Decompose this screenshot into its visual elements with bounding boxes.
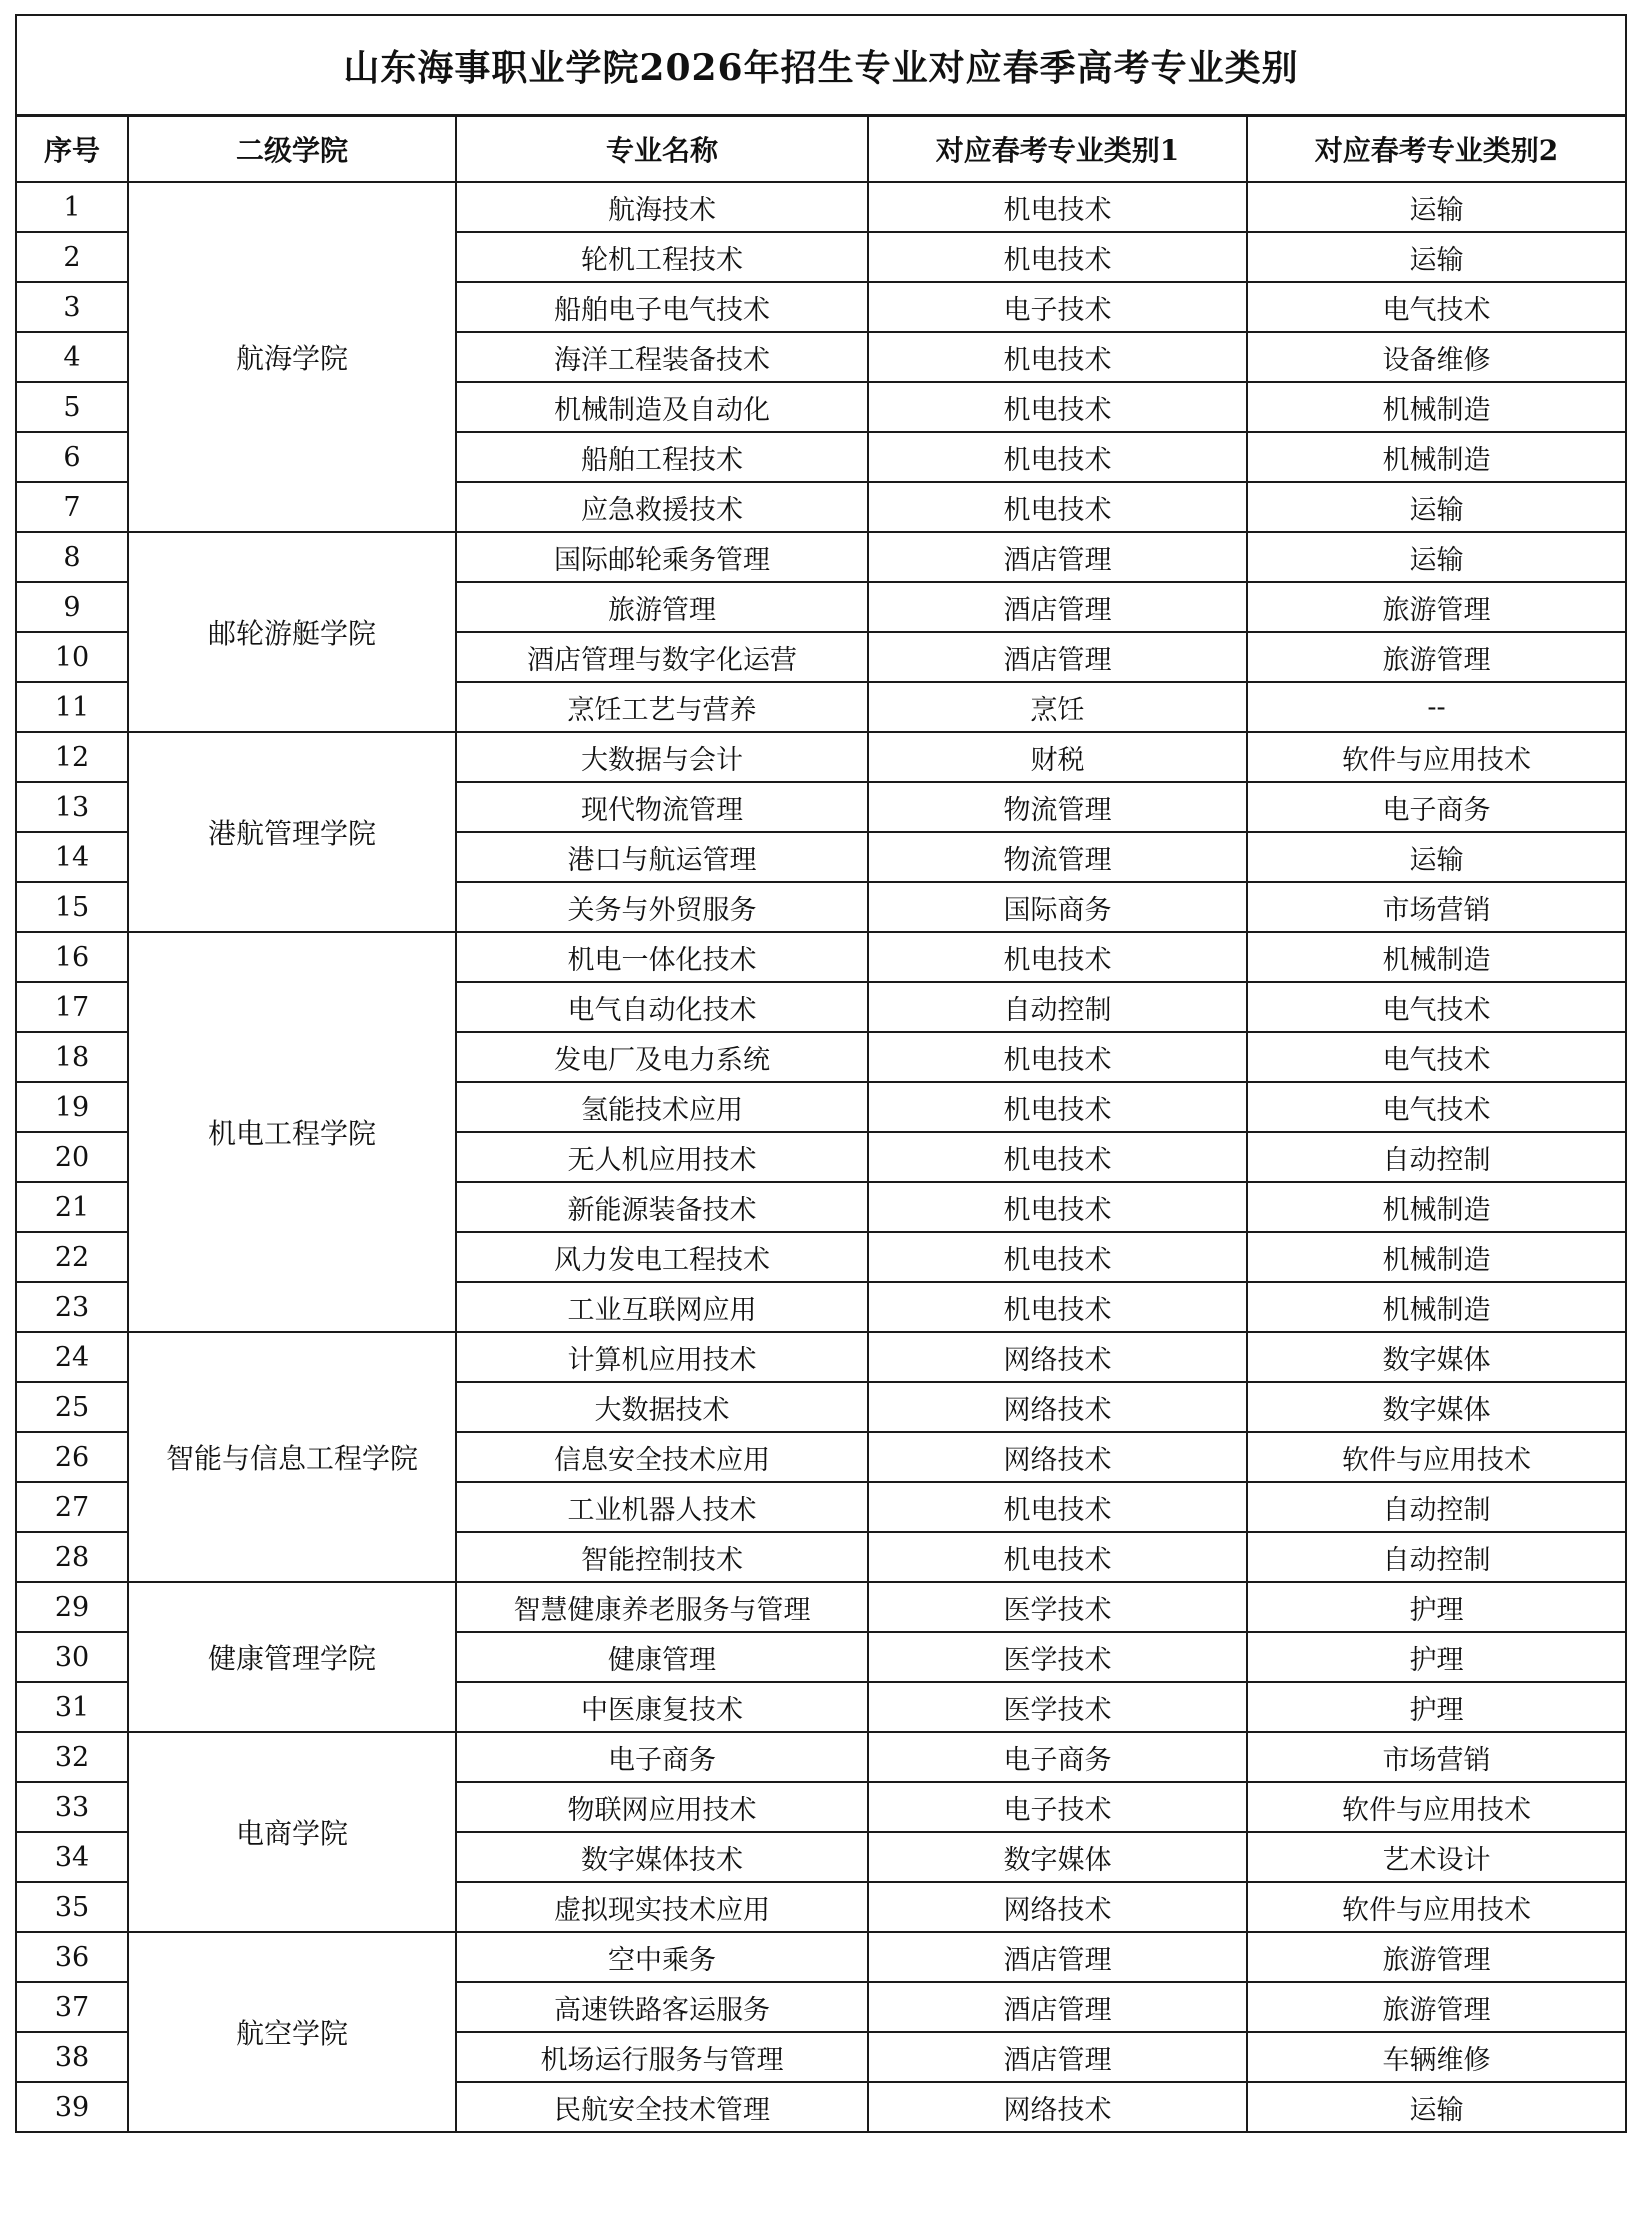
category-2-cell: 市场营销 [1247,882,1626,932]
category-1-cell: 自动控制 [868,982,1247,1032]
serial-number-cell: 10 [16,632,128,682]
category-2-cell: 运输 [1247,532,1626,582]
category-2-cell: 旅游管理 [1247,1932,1626,1982]
category-1-cell: 机电技术 [868,432,1247,482]
major-name-cell: 关务与外贸服务 [456,882,868,932]
college-cell: 智能与信息工程学院 [128,1332,456,1582]
category-1-cell: 机电技术 [868,1482,1247,1532]
major-name-cell: 大数据与会计 [456,732,868,782]
category-2-cell: 自动控制 [1247,1132,1626,1182]
major-name-cell: 港口与航运管理 [456,832,868,882]
category-2-cell: 机械制造 [1247,1282,1626,1332]
table-row [16,532,1626,582]
major-name-cell: 电气自动化技术 [456,982,868,1032]
category-2-cell: 运输 [1247,2082,1626,2132]
serial-number-cell: 31 [16,1682,128,1732]
major-name-cell: 机电一体化技术 [456,932,868,982]
category-1-cell: 网络技术 [868,1332,1247,1382]
category-2-cell: 软件与应用技术 [1247,732,1626,782]
category-1-cell: 机电技术 [868,1132,1247,1182]
serial-number-cell: 20 [16,1132,128,1182]
category-2-cell: 运输 [1247,832,1626,882]
category-2-cell: 自动控制 [1247,1532,1626,1582]
major-name-cell: 烹饪工艺与营养 [456,682,868,732]
serial-number-cell: 7 [16,482,128,532]
major-name-cell: 大数据技术 [456,1382,868,1432]
category-1-cell: 机电技术 [868,1532,1247,1582]
table-row [16,932,1626,982]
table-row [16,1732,1626,1782]
table-body [16,182,1626,2132]
category-2-cell: 数字媒体 [1247,1382,1626,1432]
major-name-cell: 智慧健康养老服务与管理 [456,1582,868,1632]
college-cell: 健康管理学院 [128,1582,456,1732]
serial-number-cell: 14 [16,832,128,882]
category-2-cell: 运输 [1247,182,1626,232]
major-name-cell: 现代物流管理 [456,782,868,832]
category-2-cell: 机械制造 [1247,1182,1626,1232]
major-name-cell: 民航安全技术管理 [456,2082,868,2132]
category-2-cell: 车辆维修 [1247,2032,1626,2082]
category-1-cell: 网络技术 [868,1882,1247,1932]
major-name-cell: 机械制造及自动化 [456,382,868,432]
category-1-cell: 机电技术 [868,1032,1247,1082]
serial-number-cell: 17 [16,982,128,1032]
category-1-cell: 网络技术 [868,2082,1247,2132]
major-name-cell: 高速铁路客运服务 [456,1982,868,2032]
enrollment-table [15,14,1627,2133]
major-name-cell: 氢能技术应用 [456,1082,868,1132]
category-2-cell: 运输 [1247,482,1626,532]
header-college: 二级学院 [128,116,456,183]
category-2-cell: 自动控制 [1247,1482,1626,1532]
serial-number-cell: 24 [16,1332,128,1382]
serial-number-cell: 8 [16,532,128,582]
major-name-cell: 中医康复技术 [456,1682,868,1732]
serial-number-cell: 35 [16,1882,128,1932]
serial-number-cell: 11 [16,682,128,732]
serial-number-cell: 28 [16,1532,128,1582]
major-name-cell: 虚拟现实技术应用 [456,1882,868,1932]
table-row [16,732,1626,782]
category-2-cell: 数字媒体 [1247,1332,1626,1382]
header-category-1: 对应春考专业类别1 [868,116,1247,183]
major-name-cell: 健康管理 [456,1632,868,1682]
header-serial-number: 序号 [16,116,128,183]
major-name-cell: 物联网应用技术 [456,1782,868,1832]
category-1-cell: 机电技术 [868,232,1247,282]
category-1-cell: 机电技术 [868,1282,1247,1332]
major-name-cell: 船舶工程技术 [456,432,868,482]
serial-number-cell: 12 [16,732,128,782]
major-name-cell: 新能源装备技术 [456,1182,868,1232]
major-name-cell: 轮机工程技术 [456,232,868,282]
major-name-cell: 应急救援技术 [456,482,868,532]
major-name-cell: 船舶电子电气技术 [456,282,868,332]
major-name-cell: 海洋工程装备技术 [456,332,868,382]
category-1-cell: 酒店管理 [868,2032,1247,2082]
serial-number-cell: 29 [16,1582,128,1632]
category-1-cell: 机电技术 [868,482,1247,532]
major-name-cell: 信息安全技术应用 [456,1432,868,1482]
category-1-cell: 物流管理 [868,782,1247,832]
category-2-cell: 机械制造 [1247,382,1626,432]
category-1-cell: 网络技术 [868,1432,1247,1482]
category-2-cell: 机械制造 [1247,932,1626,982]
category-2-cell: 护理 [1247,1582,1626,1632]
category-2-cell: 软件与应用技术 [1247,1432,1626,1482]
category-1-cell: 物流管理 [868,832,1247,882]
serial-number-cell: 27 [16,1482,128,1532]
category-2-cell: 市场营销 [1247,1732,1626,1782]
serial-number-cell: 22 [16,1232,128,1282]
major-name-cell: 工业机器人技术 [456,1482,868,1532]
serial-number-cell: 3 [16,282,128,332]
category-2-cell: 机械制造 [1247,1232,1626,1282]
category-2-cell: 运输 [1247,232,1626,282]
category-1-cell: 酒店管理 [868,582,1247,632]
category-1-cell: 电子技术 [868,282,1247,332]
serial-number-cell: 15 [16,882,128,932]
category-1-cell: 医学技术 [868,1682,1247,1732]
serial-number-cell: 19 [16,1082,128,1132]
category-2-cell: 电气技术 [1247,1032,1626,1082]
category-1-cell: 机电技术 [868,932,1247,982]
category-2-cell: 电子商务 [1247,782,1626,832]
serial-number-cell: 34 [16,1832,128,1882]
category-2-cell: 护理 [1247,1682,1626,1732]
category-2-cell: -- [1247,682,1626,732]
major-name-cell: 风力发电工程技术 [456,1232,868,1282]
college-cell: 邮轮游艇学院 [128,532,456,732]
major-name-cell: 酒店管理与数字化运营 [456,632,868,682]
serial-number-cell: 23 [16,1282,128,1332]
college-cell: 港航管理学院 [128,732,456,932]
serial-number-cell: 36 [16,1932,128,1982]
header-row [16,116,1626,183]
serial-number-cell: 6 [16,432,128,482]
major-name-cell: 旅游管理 [456,582,868,632]
college-cell: 航空学院 [128,1932,456,2132]
category-1-cell: 机电技术 [868,332,1247,382]
serial-number-cell: 38 [16,2032,128,2082]
category-2-cell: 电气技术 [1247,982,1626,1032]
category-1-cell: 机电技术 [868,1082,1247,1132]
header-category-2: 对应春考专业类别2 [1247,116,1626,183]
table-row [16,1932,1626,1982]
major-name-cell: 计算机应用技术 [456,1332,868,1382]
category-1-cell: 电子技术 [868,1782,1247,1832]
major-name-cell: 发电厂及电力系统 [456,1032,868,1082]
category-2-cell: 机械制造 [1247,432,1626,482]
header-major-name: 专业名称 [456,116,868,183]
table-row [16,182,1626,232]
serial-number-cell: 25 [16,1382,128,1432]
category-1-cell: 医学技术 [868,1582,1247,1632]
serial-number-cell: 33 [16,1782,128,1832]
major-name-cell: 机场运行服务与管理 [456,2032,868,2082]
category-2-cell: 护理 [1247,1632,1626,1682]
category-2-cell: 软件与应用技术 [1247,1782,1626,1832]
category-1-cell: 网络技术 [868,1382,1247,1432]
serial-number-cell: 39 [16,2082,128,2132]
major-name-cell: 数字媒体技术 [456,1832,868,1882]
category-2-cell: 艺术设计 [1247,1832,1626,1882]
category-1-cell: 机电技术 [868,1182,1247,1232]
major-name-cell: 智能控制技术 [456,1532,868,1582]
serial-number-cell: 13 [16,782,128,832]
serial-number-cell: 2 [16,232,128,282]
category-1-cell: 酒店管理 [868,632,1247,682]
serial-number-cell: 16 [16,932,128,982]
category-2-cell: 旅游管理 [1247,632,1626,682]
serial-number-cell: 26 [16,1432,128,1482]
category-1-cell: 医学技术 [868,1632,1247,1682]
category-2-cell: 软件与应用技术 [1247,1882,1626,1932]
serial-number-cell: 37 [16,1982,128,2032]
serial-number-cell: 21 [16,1182,128,1232]
category-2-cell: 电气技术 [1247,282,1626,332]
category-2-cell: 旅游管理 [1247,1982,1626,2032]
serial-number-cell: 1 [16,182,128,232]
table-row [16,1582,1626,1632]
serial-number-cell: 4 [16,332,128,382]
category-1-cell: 数字媒体 [868,1832,1247,1882]
table-row [16,1332,1626,1382]
major-name-cell: 空中乘务 [456,1932,868,1982]
category-2-cell: 设备维修 [1247,332,1626,382]
category-2-cell: 旅游管理 [1247,582,1626,632]
major-name-cell: 国际邮轮乘务管理 [456,532,868,582]
category-2-cell: 电气技术 [1247,1082,1626,1132]
category-1-cell: 酒店管理 [868,532,1247,582]
enrollment-document [15,14,1625,2133]
category-1-cell: 烹饪 [868,682,1247,732]
category-1-cell: 机电技术 [868,1232,1247,1282]
category-1-cell: 财税 [868,732,1247,782]
category-1-cell: 机电技术 [868,182,1247,232]
major-name-cell: 航海技术 [456,182,868,232]
page-title: 山东海事职业学院2026年招生专业对应春季高考专业类别 [16,15,1626,116]
serial-number-cell: 5 [16,382,128,432]
category-1-cell: 机电技术 [868,382,1247,432]
serial-number-cell: 32 [16,1732,128,1782]
serial-number-cell: 9 [16,582,128,632]
major-name-cell: 无人机应用技术 [456,1132,868,1182]
college-cell: 机电工程学院 [128,932,456,1332]
serial-number-cell: 30 [16,1632,128,1682]
major-name-cell: 电子商务 [456,1732,868,1782]
title-row [16,15,1626,116]
category-1-cell: 酒店管理 [868,1932,1247,1982]
category-1-cell: 电子商务 [868,1732,1247,1782]
college-cell: 航海学院 [128,182,456,532]
major-name-cell: 工业互联网应用 [456,1282,868,1332]
category-1-cell: 酒店管理 [868,1982,1247,2032]
category-1-cell: 国际商务 [868,882,1247,932]
serial-number-cell: 18 [16,1032,128,1082]
college-cell: 电商学院 [128,1732,456,1932]
